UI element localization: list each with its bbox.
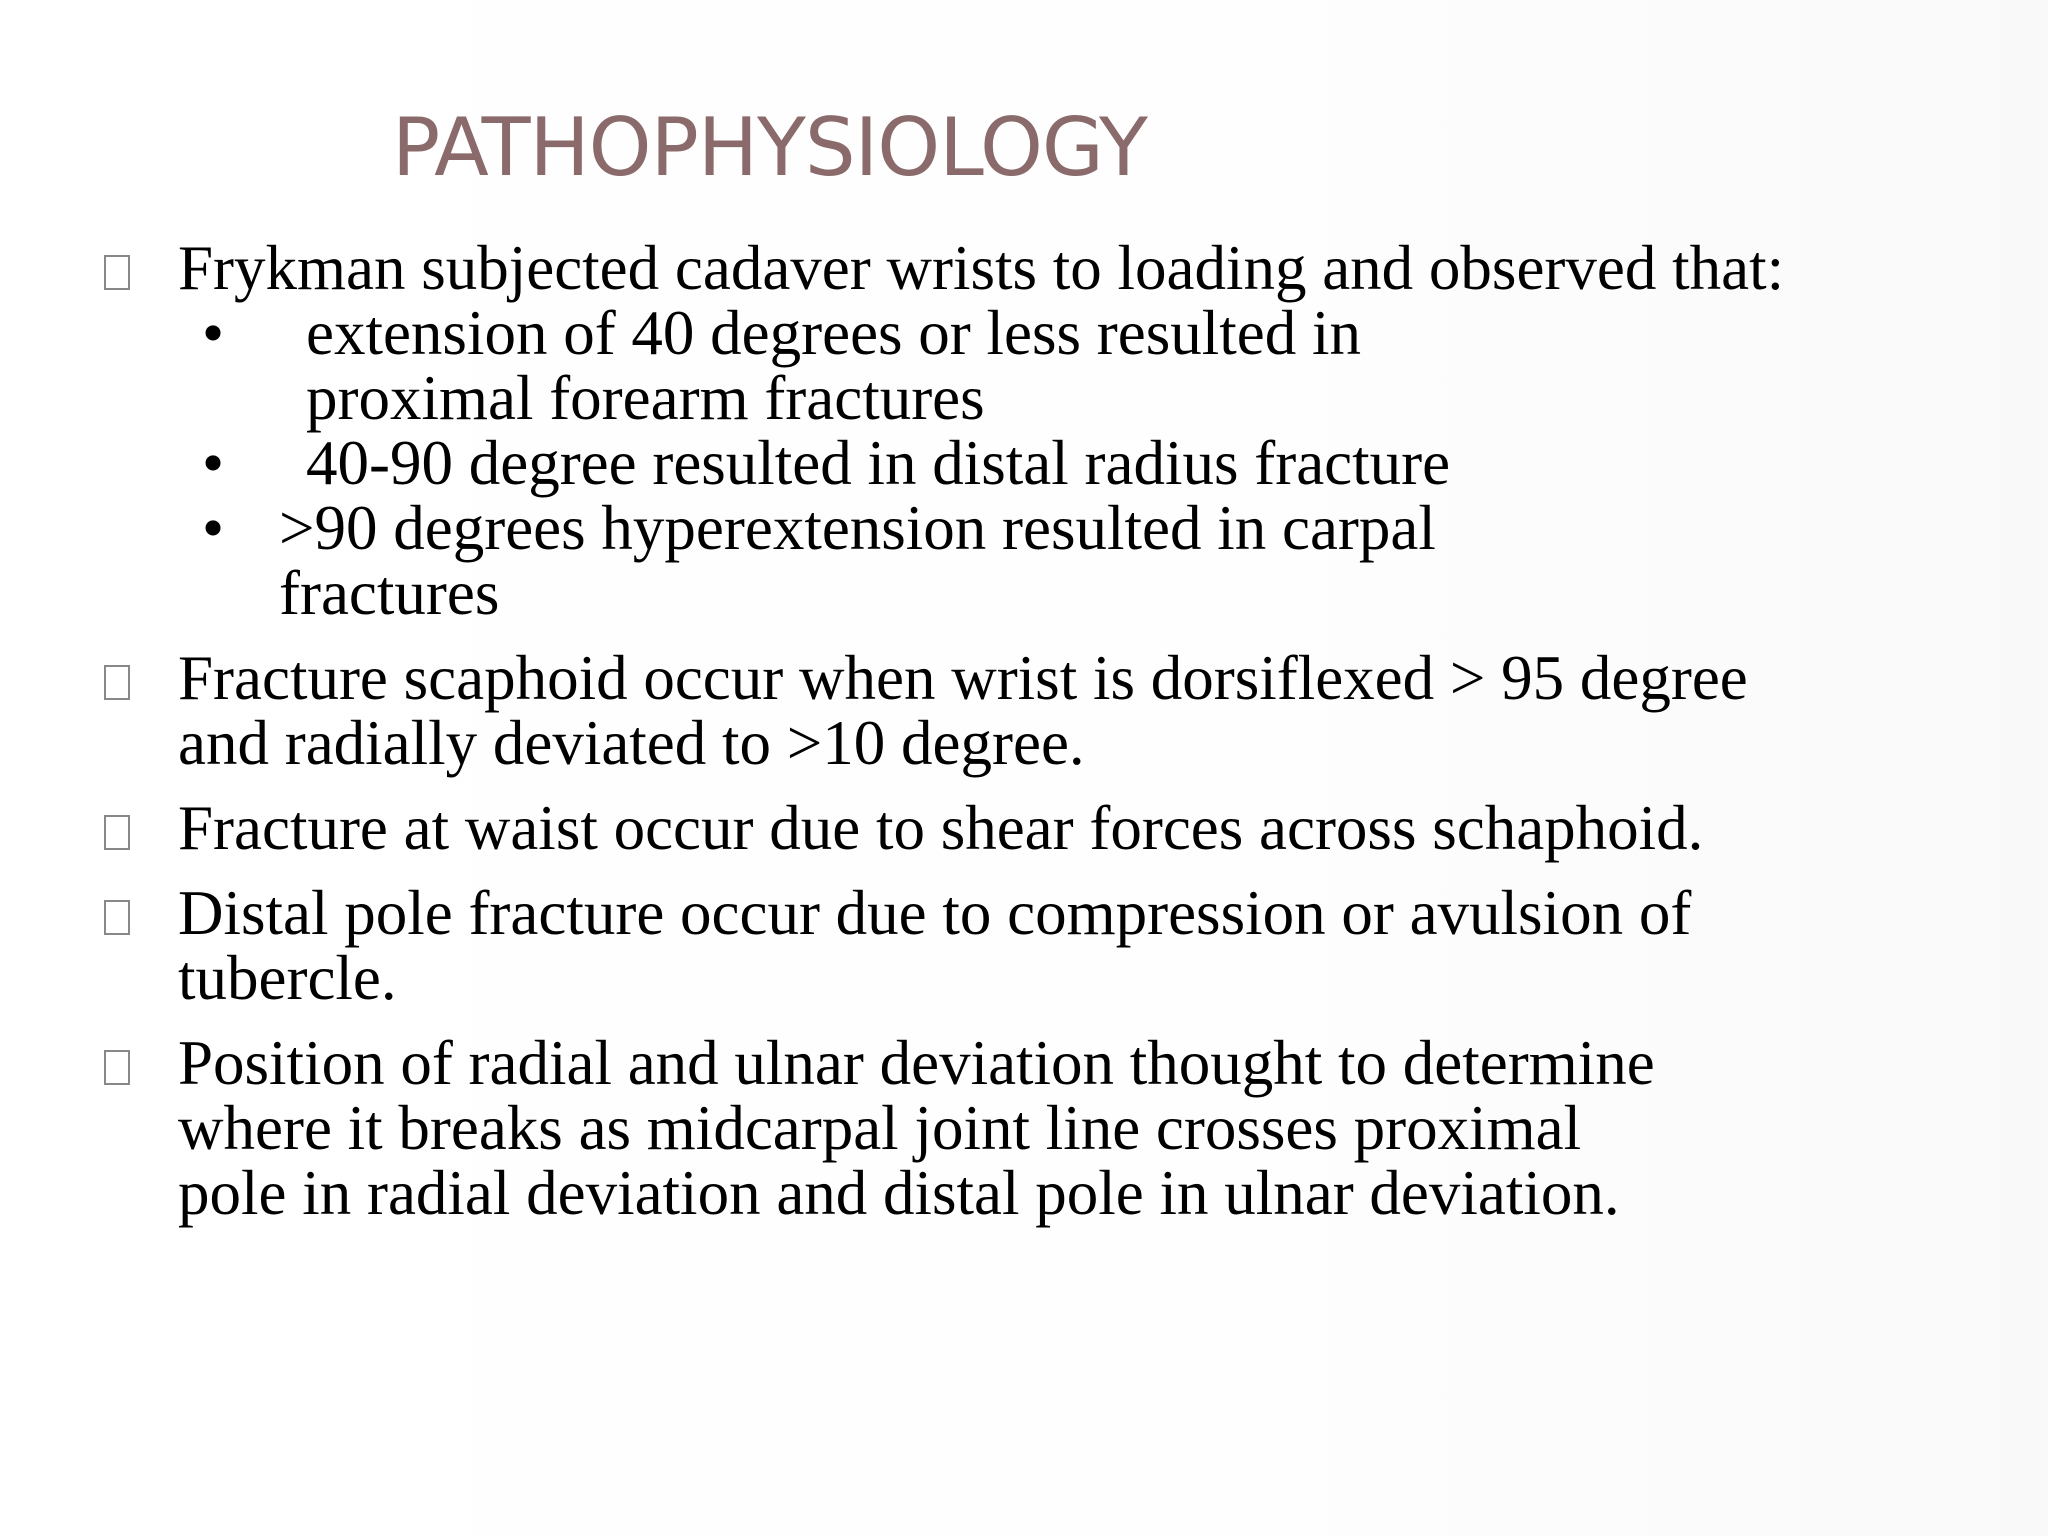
sub-item-line: extension of 40 degrees or less resulted in	[306, 298, 1361, 368]
slide-title: PATHOPHYSIOLOGY	[392, 101, 1147, 194]
sub-list-item	[178, 428, 2000, 498]
sub-list	[178, 298, 2000, 628]
list-item-line: Fracture scaphoid occur when wrist is dorsiflexed > 95 degree	[178, 643, 1748, 713]
list-item-line: Distal pole fracture occur due to compression or avulsion of	[178, 878, 1692, 948]
list-item-line: pole in radial deviation and distal pole in ulnar deviation.	[178, 1158, 1620, 1228]
bullet-dot-icon: •	[202, 428, 225, 498]
bullet-dot-icon: •	[202, 493, 225, 563]
list-item	[100, 878, 2000, 1013]
bullet-dot-icon: •	[202, 298, 225, 368]
list-item	[100, 1028, 2000, 1228]
sub-item-line: >90 degrees hyperextension resulted in carpal	[279, 493, 1436, 563]
list-item-line: Fracture at waist occur due to shear forces across schaphoid.	[178, 793, 1704, 863]
list-item-line: tubercle.	[178, 943, 397, 1013]
sub-item-line: 40-90 degree resulted in distal radius fracture	[306, 428, 1451, 498]
sub-item-line: fractures	[279, 558, 500, 628]
list-item-text: Frykman subjected cadaver wrists to loading and observed that:	[178, 233, 1785, 303]
empty-square-icon	[104, 1050, 130, 1085]
list-item-line: Position of radial and ulnar deviation thought to determine	[178, 1028, 1655, 1098]
list-item-line: where it breaks as midcarpal joint line crosses proximal	[178, 1093, 1582, 1163]
empty-square-icon	[104, 255, 130, 290]
sub-list-item	[178, 493, 2000, 628]
list-item	[100, 793, 2000, 863]
list-item	[100, 233, 2000, 628]
empty-square-icon	[104, 665, 130, 700]
sub-item-line: proximal forearm fractures	[306, 363, 985, 433]
slide-body	[100, 233, 2000, 1246]
empty-square-icon	[104, 815, 130, 850]
list-item-line: and radially deviated to >10 degree.	[178, 708, 1085, 778]
list-item	[100, 643, 2000, 778]
empty-square-icon	[104, 900, 130, 935]
sub-list-item	[178, 298, 2000, 433]
